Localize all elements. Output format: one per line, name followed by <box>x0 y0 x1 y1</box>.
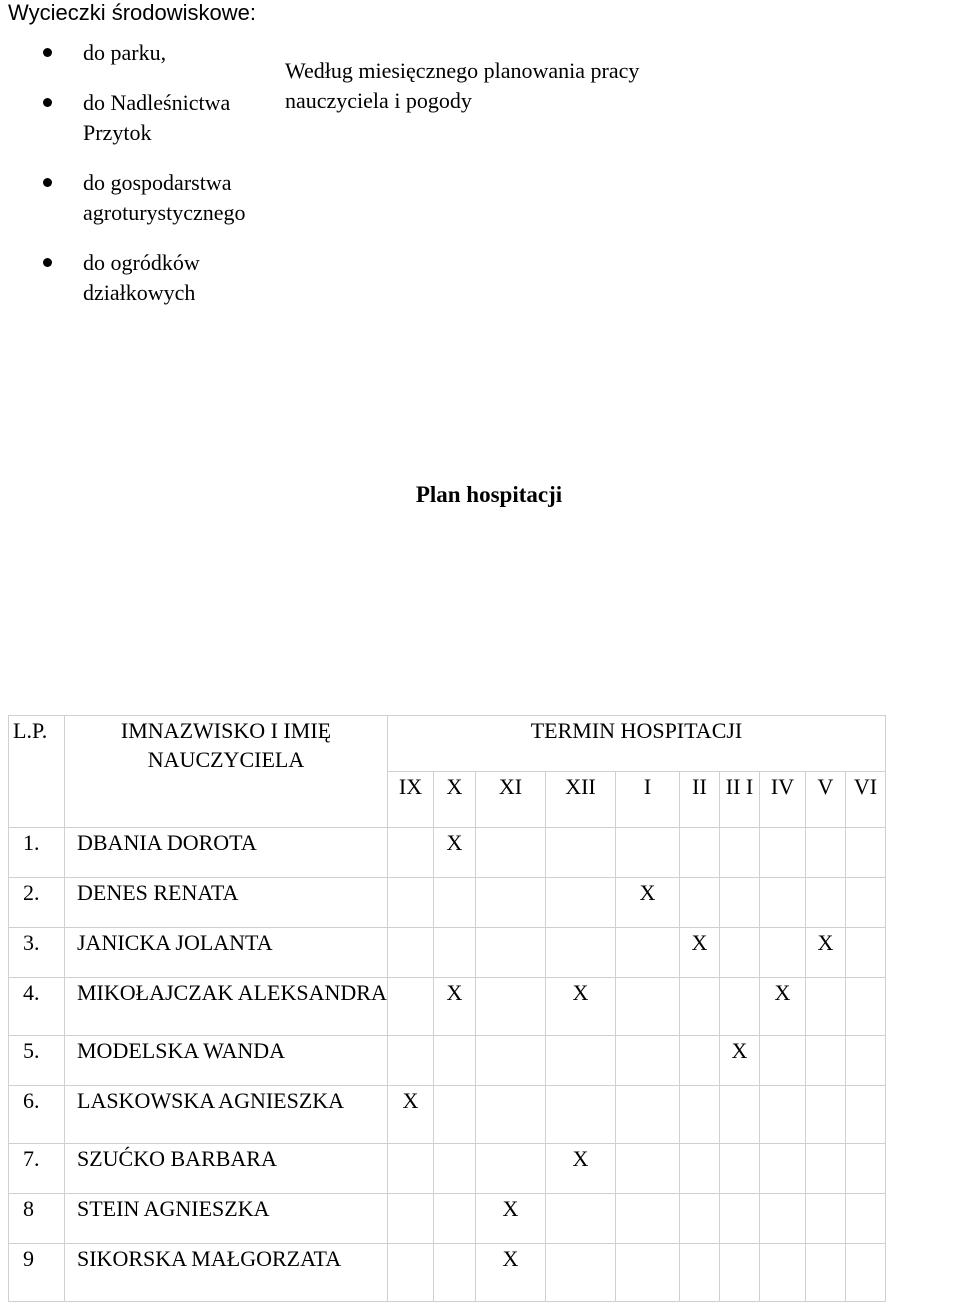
month-header: XI <box>476 772 546 828</box>
row-teacher-name: MODELSKA WANDA <box>65 1036 388 1086</box>
row-mark <box>760 1194 806 1244</box>
row-mark <box>434 1144 476 1194</box>
row-mark <box>720 878 760 928</box>
row-teacher-name: LASKOWSKA AGNIESZKA <box>65 1086 388 1144</box>
row-mark <box>806 1036 846 1086</box>
row-mark <box>546 1086 616 1144</box>
trip-label: do gospodarstwa agroturystycznego <box>83 170 246 225</box>
row-teacher-name: STEIN AGNIESZKA <box>65 1194 388 1244</box>
row-mark <box>546 928 616 978</box>
row-mark <box>388 1194 434 1244</box>
row-mark <box>616 1086 680 1144</box>
row-mark <box>806 1244 846 1302</box>
month-header: II I <box>720 772 760 828</box>
trip-label: do ogródków działkowych <box>83 250 200 305</box>
row-mark: X <box>806 928 846 978</box>
row-mark <box>434 1086 476 1144</box>
row-mark <box>846 828 886 878</box>
row-mark <box>680 978 720 1036</box>
row-mark: X <box>388 1086 434 1144</box>
row-mark <box>476 978 546 1036</box>
row-lp: 6. <box>9 1086 65 1144</box>
row-mark <box>806 1144 846 1194</box>
row-mark <box>806 978 846 1036</box>
row-mark <box>846 1144 886 1194</box>
row-mark <box>720 978 760 1036</box>
row-mark <box>434 1244 476 1302</box>
row-mark <box>546 1194 616 1244</box>
row-mark <box>616 928 680 978</box>
row-mark <box>720 1244 760 1302</box>
row-mark <box>476 878 546 928</box>
row-mark <box>760 1086 806 1144</box>
row-mark <box>546 1036 616 1086</box>
hospitation-table <box>8 715 886 1302</box>
table-header-row <box>9 716 886 772</box>
month-header: X <box>434 772 476 828</box>
row-mark: X <box>434 978 476 1036</box>
row-mark <box>846 978 886 1036</box>
row-mark <box>388 878 434 928</box>
trip-label: do Nadleśnictwa Przytok <box>83 90 231 145</box>
row-mark <box>546 1244 616 1302</box>
month-header: XII <box>546 772 616 828</box>
list-item <box>43 38 283 68</box>
row-lp: 9 <box>9 1244 65 1302</box>
row-mark <box>434 928 476 978</box>
trips-list <box>43 38 283 328</box>
month-header: IX <box>388 772 434 828</box>
row-lp: 8 <box>9 1194 65 1244</box>
trip-label: do parku, <box>83 40 167 65</box>
row-lp: 3. <box>9 928 65 978</box>
row-teacher-name: DBANIA DOROTA <box>65 828 388 878</box>
month-header: IV <box>760 772 806 828</box>
list-item <box>43 248 283 308</box>
month-header: I <box>616 772 680 828</box>
row-mark <box>806 878 846 928</box>
table-row <box>9 828 886 878</box>
list-item <box>43 168 283 228</box>
month-header: II <box>680 772 720 828</box>
table-row <box>9 1086 886 1144</box>
row-mark <box>680 1194 720 1244</box>
row-mark <box>760 878 806 928</box>
table-row <box>9 978 886 1036</box>
row-mark <box>546 878 616 928</box>
row-mark <box>760 928 806 978</box>
row-mark: X <box>720 1036 760 1086</box>
row-mark <box>846 1086 886 1144</box>
row-mark <box>616 1194 680 1244</box>
row-mark: X <box>476 1244 546 1302</box>
table-row <box>9 1144 886 1194</box>
row-lp: 2. <box>9 878 65 928</box>
row-mark <box>388 1036 434 1086</box>
row-mark <box>760 1036 806 1086</box>
row-mark: X <box>434 828 476 878</box>
row-mark <box>434 1036 476 1086</box>
table-row <box>9 1194 886 1244</box>
row-mark <box>760 828 806 878</box>
row-mark <box>806 828 846 878</box>
row-lp: 5. <box>9 1036 65 1086</box>
row-mark <box>476 828 546 878</box>
row-mark <box>806 1086 846 1144</box>
bullet-icon <box>43 178 52 187</box>
row-mark <box>616 828 680 878</box>
row-mark <box>434 878 476 928</box>
row-mark <box>680 1244 720 1302</box>
row-mark <box>616 1244 680 1302</box>
bullet-icon <box>43 258 52 267</box>
row-mark: X <box>680 928 720 978</box>
row-mark <box>476 1036 546 1086</box>
row-mark <box>434 1194 476 1244</box>
list-item <box>43 88 283 148</box>
row-teacher-name: JANICKA JOLANTA <box>65 928 388 978</box>
row-teacher-name: SZUĆKO BARBARA <box>65 1144 388 1194</box>
header-term: TERMIN HOSPITACJI <box>388 716 886 772</box>
row-mark: X <box>546 1144 616 1194</box>
month-header: V <box>806 772 846 828</box>
row-mark <box>680 828 720 878</box>
row-mark <box>846 928 886 978</box>
row-mark <box>720 1144 760 1194</box>
row-mark <box>388 978 434 1036</box>
row-mark <box>846 1194 886 1244</box>
row-mark <box>546 828 616 878</box>
row-mark <box>720 928 760 978</box>
row-lp: 1. <box>9 828 65 878</box>
row-mark <box>388 1144 434 1194</box>
header-lp: L.P. <box>9 716 65 828</box>
row-mark: X <box>616 878 680 928</box>
plan-title: Plan hospitacji <box>415 482 563 507</box>
row-mark <box>846 1244 886 1302</box>
row-mark <box>846 1036 886 1086</box>
row-mark <box>680 1086 720 1144</box>
trips-note: Według miesięcznego planowania pracy nauczyciela i pogody <box>285 58 640 113</box>
row-mark <box>720 1086 760 1144</box>
row-mark <box>616 1144 680 1194</box>
month-header: VI <box>846 772 886 828</box>
trips-heading: Wycieczki środowiskowe: <box>8 0 256 25</box>
row-teacher-name: MIKOŁAJCZAK ALEKSANDRA <box>65 978 388 1036</box>
table-row <box>9 928 886 978</box>
row-mark <box>680 878 720 928</box>
row-lp: 7. <box>9 1144 65 1194</box>
bullet-icon <box>43 98 52 107</box>
row-teacher-name: SIKORSKA MAŁGORZATA <box>65 1244 388 1302</box>
row-mark <box>846 878 886 928</box>
row-mark <box>760 1144 806 1194</box>
table-row <box>9 878 886 928</box>
row-mark <box>806 1194 846 1244</box>
row-mark: X <box>760 978 806 1036</box>
row-mark: X <box>546 978 616 1036</box>
row-mark <box>388 1244 434 1302</box>
row-mark <box>616 978 680 1036</box>
table-row <box>9 1244 886 1302</box>
row-lp: 4. <box>9 978 65 1036</box>
table-row <box>9 1036 886 1086</box>
row-mark <box>680 1036 720 1086</box>
row-mark <box>680 1144 720 1194</box>
row-mark <box>720 828 760 878</box>
header-name: IMNAZWISKO I IMIĘ NAUCZYCIELA <box>65 716 388 828</box>
row-mark <box>476 1086 546 1144</box>
bullet-icon <box>43 48 52 57</box>
row-mark: X <box>476 1194 546 1244</box>
row-mark <box>760 1244 806 1302</box>
row-mark <box>476 928 546 978</box>
row-teacher-name: DENES RENATA <box>65 878 388 928</box>
row-mark <box>616 1036 680 1086</box>
row-mark <box>388 928 434 978</box>
row-mark <box>476 1144 546 1194</box>
row-mark <box>388 828 434 878</box>
row-mark <box>720 1194 760 1244</box>
